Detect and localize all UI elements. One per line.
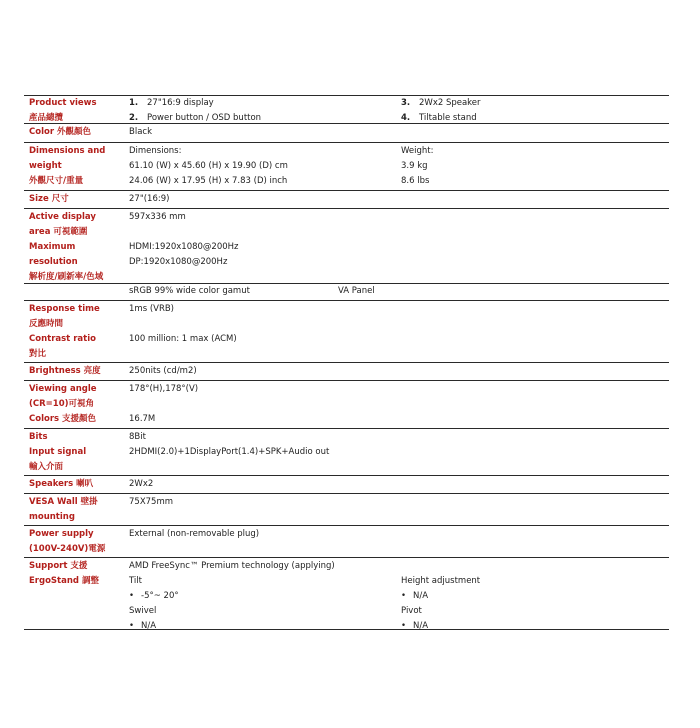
weight-heading: Weight: <box>401 146 434 156</box>
panel-type: VA Panel <box>338 286 375 296</box>
row-brightness <box>24 363 669 381</box>
swivel-heading: Swivel <box>129 606 157 616</box>
row-dimensions <box>24 143 669 191</box>
response-time-label: Response time <box>29 304 100 314</box>
active-area-label-2: area 可視範圍 <box>29 227 88 237</box>
viewing-angle-label-2: (CR=10)可視角 <box>29 399 95 409</box>
colors-value: 16.7M <box>129 414 156 424</box>
row-display <box>24 209 669 301</box>
max-resolution-label-2: resolution <box>29 257 78 267</box>
row-power <box>24 526 669 558</box>
row-speakers <box>24 476 669 494</box>
row-color <box>24 124 669 143</box>
max-resolution-label-zh: 解析度/刷新率/色域 <box>29 272 104 282</box>
bits-value: 8Bit <box>129 432 146 442</box>
contrast-label: Contrast ratio <box>29 334 96 344</box>
support-value: AMD FreeSync™ Premium technology (applying) <box>129 561 335 571</box>
brightness-value: 250nits (cd/m2) <box>129 366 197 376</box>
vesa-label: VESA Wall 壁掛 <box>29 497 98 507</box>
view-item-4: 4. Tiltable stand <box>401 113 477 123</box>
color-gamut: sRGB 99% wide color gamut <box>129 286 250 296</box>
row-product-views <box>24 95 669 124</box>
speakers-label: Speakers 喇叭 <box>29 479 94 489</box>
height-adjustment-value: • N/A <box>401 591 429 601</box>
colors-label: Colors 支援顏色 <box>29 414 97 424</box>
input-signal-label: Input signal <box>29 447 87 457</box>
response-time-value: 1ms (VRB) <box>129 304 175 314</box>
weight-label: weight <box>29 161 62 171</box>
power-supply-label: Power supply <box>29 529 94 539</box>
ergostand-label: ErgoStand 調整 <box>29 576 99 586</box>
tilt-heading: Tilt <box>129 576 142 586</box>
view-item-3: 3. 2Wx2 Speaker <box>401 98 481 108</box>
row-size <box>24 191 669 209</box>
max-resolution-label: Maximum <box>29 242 76 252</box>
bits-label: Bits <box>29 432 48 442</box>
dimensions-cm: 61.10 (W) x 45.60 (H) x 19.90 (D) cm <box>129 161 288 171</box>
brightness-label: Brightness 亮度 <box>29 366 101 376</box>
swivel-value: • N/A <box>129 621 157 631</box>
power-supply-value: External (non-removable plug) <box>129 529 260 539</box>
row-vesa <box>24 494 669 526</box>
vesa-value: 75X75mm <box>129 497 174 507</box>
size-value: 27"(16:9) <box>129 194 170 204</box>
tilt-value: • -5°~ 20° <box>129 591 179 601</box>
height-adjustment-heading: Height adjustment <box>401 576 481 586</box>
power-supply-label-2: (100V-240V)電源 <box>29 544 106 554</box>
product-views-label: Product views <box>29 98 97 108</box>
pivot-value: • N/A <box>401 621 429 631</box>
spec-sheet <box>24 95 669 630</box>
view-item-2: 2. Power button / OSD button <box>129 113 262 123</box>
weight-kg: 3.9 kg <box>401 161 428 171</box>
product-views-label-zh: 產品總攬 <box>29 113 64 123</box>
row-viewing <box>24 381 669 429</box>
speakers-value: 2Wx2 <box>129 479 154 489</box>
contrast-label-zh: 對比 <box>29 349 47 359</box>
view-item-1: 1. 27"16:9 display <box>129 98 214 108</box>
row-response <box>24 301 669 363</box>
vesa-label-2: mounting <box>29 512 75 522</box>
pivot-heading: Pivot <box>401 606 422 616</box>
row-support <box>24 558 669 630</box>
viewing-angle-value: 178°(H),178°(V) <box>129 384 199 394</box>
dimensions-heading: Dimensions: <box>129 146 182 156</box>
active-area-value: 597x336 mm <box>129 212 186 222</box>
hdmi-resolution: HDMI:1920x1080@200Hz <box>129 242 239 252</box>
dimensions-label: Dimensions and <box>29 146 106 156</box>
size-label: Size 尺寸 <box>29 194 69 204</box>
color-label: Color 外觀顏色 <box>29 127 91 137</box>
support-label: Support 支援 <box>29 561 88 571</box>
input-signal-label-zh: 輸入介面 <box>29 462 64 472</box>
response-time-label-zh: 反應時間 <box>29 319 64 329</box>
dimensions-inch: 24.06 (W) x 17.95 (H) x 7.83 (D) inch <box>129 176 288 186</box>
dp-resolution: DP:1920x1080@200Hz <box>129 257 228 267</box>
color-value: Black <box>129 127 152 137</box>
contrast-value: 100 million: 1 max (ACM) <box>129 334 237 344</box>
weight-lbs: 8.6 lbs <box>401 176 430 186</box>
dimensions-label-zh: 外觀尺寸/重量 <box>29 176 84 186</box>
row-bits-input <box>24 429 669 476</box>
viewing-angle-label: Viewing angle <box>29 384 97 394</box>
input-signal-value: 2HDMI(2.0)+1DisplayPort(1.4)+SPK+Audio out <box>129 447 330 457</box>
active-area-label: Active display <box>29 212 96 222</box>
